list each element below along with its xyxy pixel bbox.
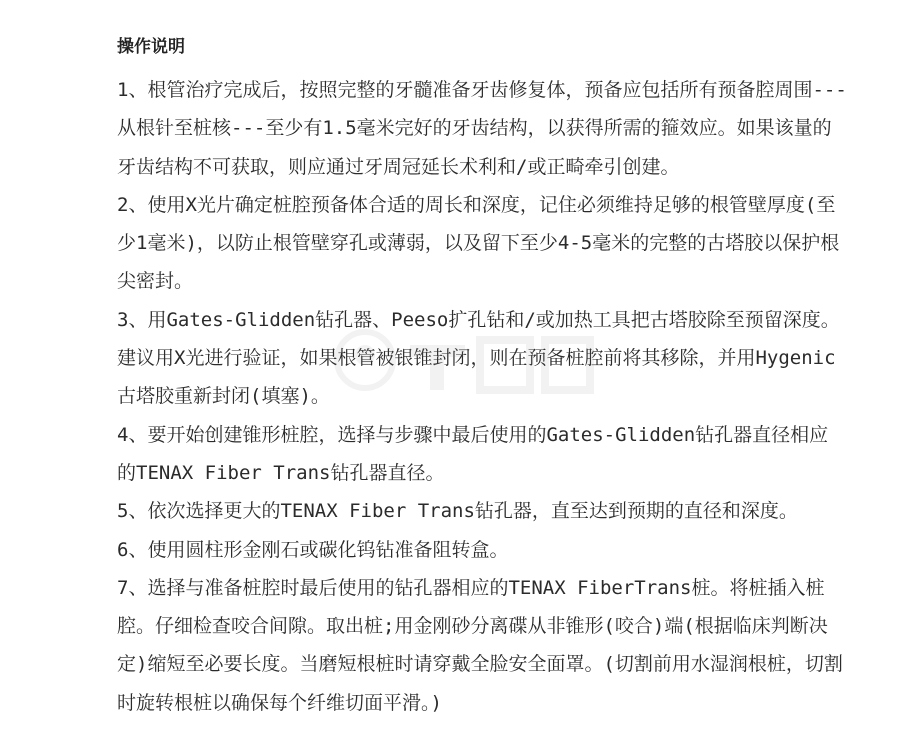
paragraph-step-2: 2、使用X光片确定桩腔预备体合适的周长和深度，记住必须维持足够的根管壁厚度(至少1毫米)，以防止根管壁穿孔或薄弱，以及留下至少4-5毫米的完整的古塔胶以保护根尖密封。 — [117, 193, 840, 293]
paragraph-step-5: 5、依次选择更大的TENAX Fiber Trans钻孔器，直至达到预期的直径和深度。 — [117, 500, 798, 523]
paragraph-step-1: 1、根管治疗完成后，按照完整的牙髓准备牙齿修复体，预备应包括所有预备腔周围---从根针至桩核---至少有1.5毫米完好的牙齿结构，以获得所需的箍效应。如果该量的牙齿结构不可获取，则应通过牙周冠延长术利和/或正畸牵引创建。 — [117, 79, 847, 178]
paragraph-step-7: 7、选择与准备桩腔时最后使用的钻孔器相应的TENAX FiberTrans桩。将桩插入桩腔。仔细检查咬合间隙。取出桩;用金刚砂分离碟从非锥形(咬合)端(根据临床判断决定)缩短至必要长度。当磨短根桩时请穿戴全脸安全面罩。(切割前用水湿润根桩，切割时旋转根桩以确保每个纤维切面平滑。) — [117, 576, 843, 714]
paragraph-step-3: 3、用Gates-Glidden钻孔器、Peeso扩孔钻和/或加热工具把古塔胶除至预留深度。建议用X光进行验证，如果根管被银锥封闭，则在预备桩腔前将其移除，并用Hygenic古塔胶重新封闭(填塞)。 — [117, 308, 840, 408]
paragraph-step-6: 6、使用圆柱形金刚石或碳化钨钻准备阻转盒。 — [117, 538, 509, 561]
section-heading: 操作说明 — [117, 37, 185, 57]
paragraph-step-4: 4、要开始创建锥形桩腔，选择与步骤中最后使用的Gates-Glidden钻孔器直径相应的TENAX Fiber Trans钻孔器直径。 — [117, 423, 829, 484]
document-body — [117, 33, 847, 722]
